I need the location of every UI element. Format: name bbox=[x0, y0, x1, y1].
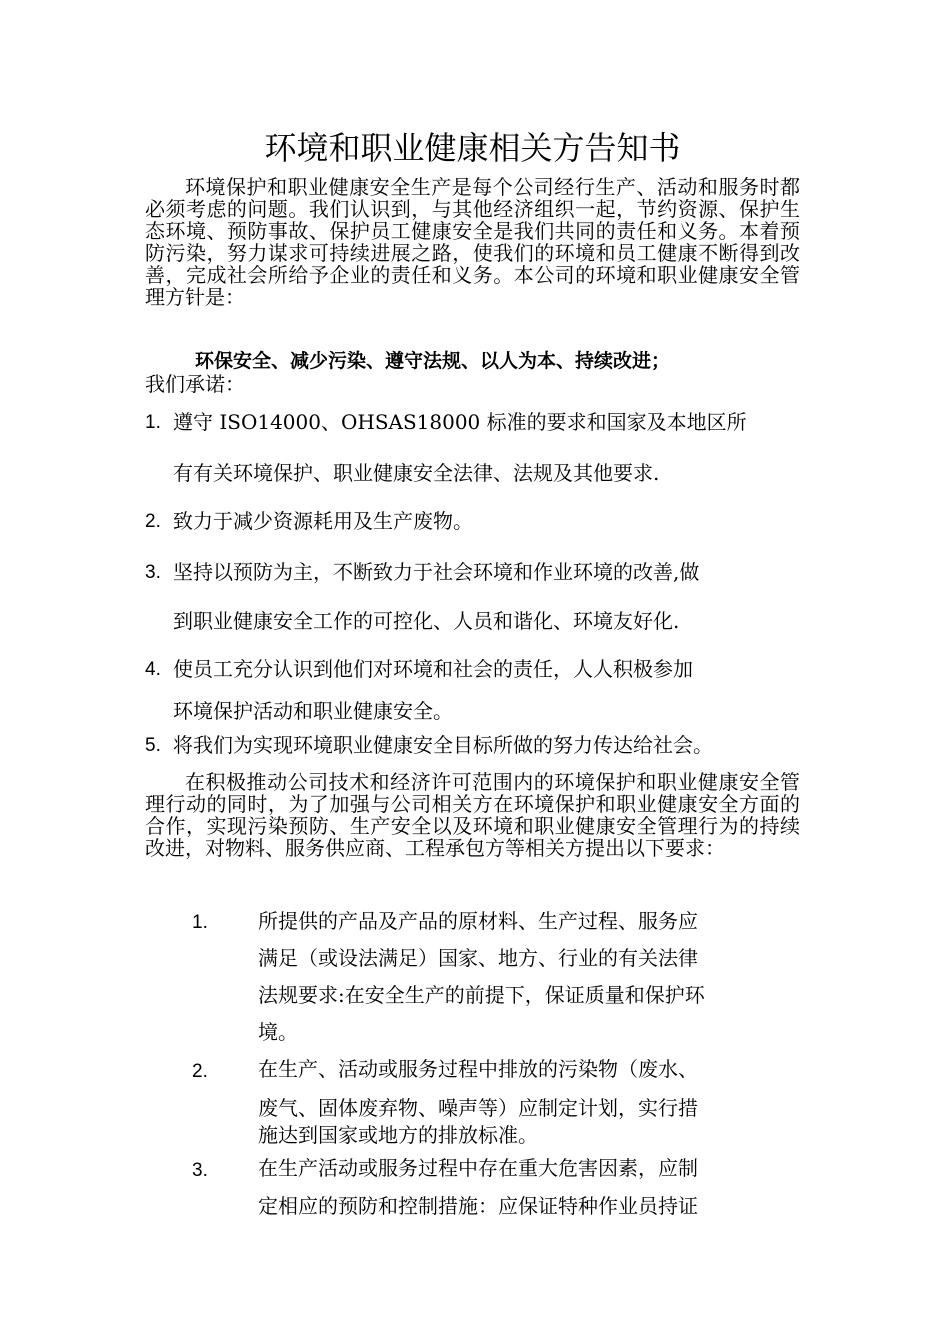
list-number: 2. bbox=[192, 1061, 208, 1082]
list-item-text: 使员工充分认识到他们对环境和社会的责任，人人积极参加 bbox=[173, 657, 693, 681]
list-item-text: 遵守 ISO14000、OHSAS18000 标准的要求和国家及本地区所 bbox=[173, 410, 747, 434]
list-number: 3. bbox=[192, 1160, 208, 1181]
pledge-heading: 我们承诺： bbox=[145, 372, 245, 396]
policy-statement: 环保安全、减少污染、遵守法规、以人为本、持续改进； bbox=[195, 350, 671, 372]
list-item-text: 定相应的预防和控制措施：应保证特种作业员持证 bbox=[258, 1194, 698, 1218]
list-item-text: 所提供的产品及产品的原材料、生产过程、服务应 bbox=[258, 909, 698, 933]
list-item-text: 境。 bbox=[258, 1020, 298, 1044]
list-number: 2. bbox=[145, 511, 161, 532]
list-item-text: 施达到国家或地方的排放标准。 bbox=[258, 1123, 538, 1147]
list-item-text: 废气、固体废弃物、噪声等）应制定计划，实行措 bbox=[258, 1096, 698, 1120]
list-number: 3. bbox=[145, 562, 161, 583]
list-item-text: 在生产活动或服务过程中存在重大危害因素，应制 bbox=[258, 1156, 698, 1180]
requirements-intro: 在积极推动公司技术和经济许可范围内的环境保护和职业健康安全管理行动的同时，为了加强与公司相关方在环境保护和职业健康安全方面的合作，实现污染预防、生产安全以及环境和职业健康安全管理行为的持续改进，对物料、服务供应商、工程承包方等相关方提出以下要求： bbox=[145, 770, 800, 860]
list-number: 4. bbox=[145, 659, 161, 680]
list-number: 1. bbox=[192, 912, 208, 933]
list-number: 1. bbox=[145, 412, 161, 433]
list-item-text: 满足（或设法满足）国家、地方、行业的有关法律 bbox=[258, 946, 698, 970]
document-title: 环境和职业健康相关方告知书 bbox=[264, 129, 681, 167]
list-item-text: 环境保护活动和职业健康安全。 bbox=[173, 699, 453, 723]
list-item-text: 将我们为实现环境职业健康安全目标所做的努力传达给社会。 bbox=[173, 733, 713, 757]
list-item-text: 法规要求:在安全生产的前提下，保证质量和保护环 bbox=[258, 983, 705, 1007]
list-item-text: 坚持以预防为主，不断致力于社会环境和作业环境的改善,做 bbox=[173, 560, 700, 584]
list-number: 5. bbox=[145, 735, 161, 756]
list-item-text: 在生产、活动或服务过程中排放的污染物（废水、 bbox=[258, 1057, 698, 1081]
intro-paragraph: 环境保护和职业健康安全生产是每个公司经行生产、活动和服务时都必须考虑的问题。我们认识到，与其他经济组织一起，节约资源、保护生态环境、预防事故、保护员工健康安全是我们共同的责任和义务。本着预防污染，努力谋求可持续进展之路，使我们的环境和员工健康不断得到改善，完成社会所给予企业的责任和义务。本公司的环境和职业健康安全管理方针是： bbox=[145, 175, 800, 309]
list-item-text: 致力于减少资源耗用及生产废物。 bbox=[173, 509, 473, 533]
list-item-text: 到职业健康安全工作的可控化、人员和谐化、环境友好化. bbox=[173, 609, 680, 633]
list-item-text: 有有关环境保护、职业健康安全法律、法规及其他要求. bbox=[173, 461, 660, 485]
